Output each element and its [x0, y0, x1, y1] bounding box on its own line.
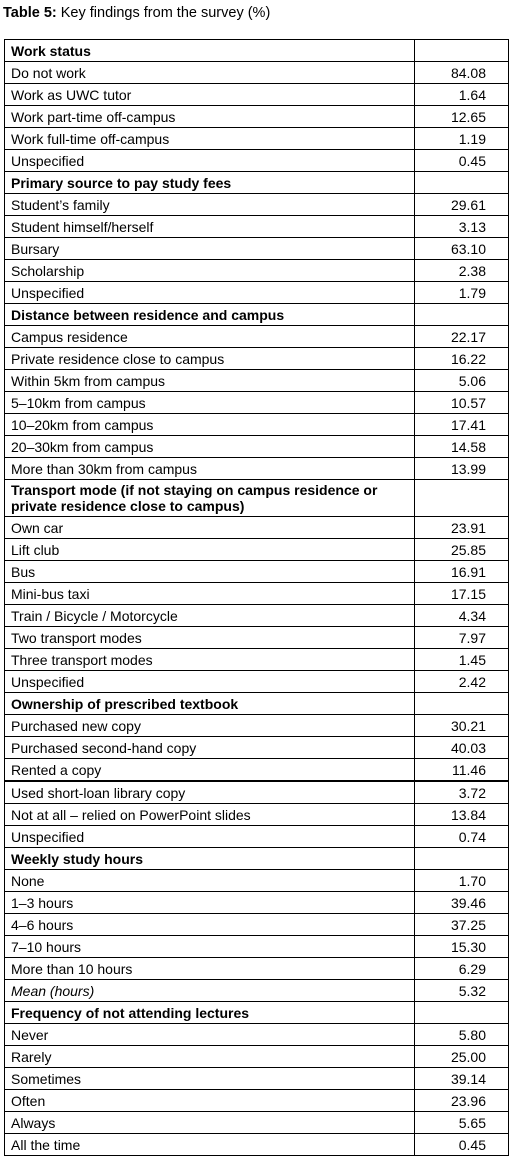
table-row — [5, 260, 509, 282]
row-label: Purchased new copy — [5, 715, 415, 737]
row-label: 1–3 hours — [5, 892, 415, 914]
row-label: Lift club — [5, 539, 415, 561]
section-header-row — [5, 304, 509, 326]
section-title: Primary source to pay study fees — [5, 172, 415, 194]
table-row — [5, 561, 509, 583]
row-label: Scholarship — [5, 260, 415, 282]
table-row — [5, 84, 509, 106]
table-row — [5, 1134, 509, 1156]
table-row — [5, 539, 509, 561]
row-value: 0.74 — [415, 826, 509, 848]
row-value: 16.91 — [415, 561, 509, 583]
table-row — [5, 1090, 509, 1112]
row-label: Sometimes — [5, 1068, 415, 1090]
table-row — [5, 150, 509, 172]
row-value: 15.30 — [415, 936, 509, 958]
table-row — [5, 892, 509, 914]
section-value-empty — [415, 693, 509, 715]
row-value: 17.15 — [415, 583, 509, 605]
row-value: 0.45 — [415, 1134, 509, 1156]
row-label: More than 30km from campus — [5, 458, 415, 480]
table-row — [5, 958, 509, 980]
row-label: Never — [5, 1024, 415, 1046]
section-title: Work status — [5, 40, 415, 62]
row-label: Two transport modes — [5, 627, 415, 649]
row-value: 4.34 — [415, 605, 509, 627]
row-label: None — [5, 870, 415, 892]
row-value: 22.17 — [415, 326, 509, 348]
row-label: Used short-loan library copy — [5, 781, 415, 804]
row-value: 5.65 — [415, 1112, 509, 1134]
section-header-row — [5, 693, 509, 715]
row-label: Private residence close to campus — [5, 348, 415, 370]
row-value: 17.41 — [415, 414, 509, 436]
table-row — [5, 759, 509, 782]
row-value: 39.14 — [415, 1068, 509, 1090]
row-value: 12.65 — [415, 106, 509, 128]
row-value: 23.96 — [415, 1090, 509, 1112]
row-value: 5.32 — [415, 980, 509, 1002]
row-value: 3.72 — [415, 781, 509, 804]
table-row — [5, 128, 509, 150]
row-value: 37.25 — [415, 914, 509, 936]
row-value: 39.46 — [415, 892, 509, 914]
table-row — [5, 348, 509, 370]
row-label: Student himself/herself — [5, 216, 415, 238]
row-label: Do not work — [5, 62, 415, 84]
row-value: 2.38 — [415, 260, 509, 282]
section-header-row — [5, 40, 509, 62]
section-value-empty — [415, 304, 509, 326]
row-label: 7–10 hours — [5, 936, 415, 958]
table-row — [5, 1068, 509, 1090]
row-value: 2.42 — [415, 671, 509, 693]
section-value-empty — [415, 1002, 509, 1024]
table-row — [5, 1024, 509, 1046]
row-value: 1.70 — [415, 870, 509, 892]
row-value: 63.10 — [415, 238, 509, 260]
table-row — [5, 980, 509, 1002]
row-label: Rented a copy — [5, 759, 415, 782]
row-value: 7.97 — [415, 627, 509, 649]
row-value: 14.58 — [415, 436, 509, 458]
row-value: 84.08 — [415, 62, 509, 84]
row-value: 1.45 — [415, 649, 509, 671]
row-value: 10.57 — [415, 392, 509, 414]
row-value: 5.06 — [415, 370, 509, 392]
table-row — [5, 106, 509, 128]
row-label: Always — [5, 1112, 415, 1134]
table-caption-text: Key findings from the survey (%) — [60, 5, 271, 21]
table-row — [5, 392, 509, 414]
table-row — [5, 1046, 509, 1068]
row-label: 10–20km from campus — [5, 414, 415, 436]
row-label: Work as UWC tutor — [5, 84, 415, 106]
row-value: 40.03 — [415, 737, 509, 759]
table-row — [5, 436, 509, 458]
row-label: 4–6 hours — [5, 914, 415, 936]
row-label: All the time — [5, 1134, 415, 1156]
row-label: Three transport modes — [5, 649, 415, 671]
table-row — [5, 826, 509, 848]
row-label: More than 10 hours — [5, 958, 415, 980]
section-header-row — [5, 848, 509, 870]
table-row — [5, 605, 509, 627]
section-title: Ownership of prescribed textbook — [5, 693, 415, 715]
row-label: 5–10km from campus — [5, 392, 415, 414]
table-row — [5, 194, 509, 216]
table-row — [5, 370, 509, 392]
table-row — [5, 914, 509, 936]
row-label: Train / Bicycle / Motorcycle — [5, 605, 415, 627]
row-value: 1.19 — [415, 128, 509, 150]
section-title: Weekly study hours — [5, 848, 415, 870]
row-label: 20–30km from campus — [5, 436, 415, 458]
table-row — [5, 238, 509, 260]
table-caption-label: Table 5: — [3, 5, 57, 21]
row-label: Within 5km from campus — [5, 370, 415, 392]
table-row — [5, 936, 509, 958]
row-label: Unspecified — [5, 826, 415, 848]
row-label: Rarely — [5, 1046, 415, 1068]
row-label: Bursary — [5, 238, 415, 260]
section-title: Frequency of not attending lectures — [5, 1002, 415, 1024]
row-label: Often — [5, 1090, 415, 1112]
row-value: 1.64 — [415, 84, 509, 106]
table-row — [5, 671, 509, 693]
table-row — [5, 627, 509, 649]
table-row — [5, 870, 509, 892]
section-header-row — [5, 1002, 509, 1024]
table-row — [5, 649, 509, 671]
table-row — [5, 216, 509, 238]
row-value: 6.29 — [415, 958, 509, 980]
row-label: Own car — [5, 517, 415, 539]
row-label: Mean (hours) — [5, 980, 415, 1002]
table-row — [5, 326, 509, 348]
row-label: Campus residence — [5, 326, 415, 348]
row-value: 13.99 — [415, 458, 509, 480]
table-row — [5, 781, 509, 804]
row-value: 3.13 — [415, 216, 509, 238]
row-label: Work part-time off-campus — [5, 106, 415, 128]
table-row — [5, 715, 509, 737]
section-title: Distance between residence and campus — [5, 304, 415, 326]
row-label: Bus — [5, 561, 415, 583]
row-value: 16.22 — [415, 348, 509, 370]
row-value: 29.61 — [415, 194, 509, 216]
section-header-row — [5, 480, 509, 517]
table-row — [5, 62, 509, 84]
table-row — [5, 804, 509, 826]
findings-table — [4, 39, 509, 1156]
table-row — [5, 458, 509, 480]
row-value: 23.91 — [415, 517, 509, 539]
row-label: Purchased second-hand copy — [5, 737, 415, 759]
row-label: Unspecified — [5, 671, 415, 693]
row-value: 1.79 — [415, 282, 509, 304]
table-row — [5, 737, 509, 759]
table-row — [5, 282, 509, 304]
row-value: 25.00 — [415, 1046, 509, 1068]
row-value: 11.46 — [415, 759, 509, 782]
section-title: Transport mode (if not staying on campus residence or private residence close to campus) — [5, 480, 415, 517]
table-caption — [3, 4, 270, 22]
row-value: 30.21 — [415, 715, 509, 737]
row-value: 25.85 — [415, 539, 509, 561]
row-label: Student’s family — [5, 194, 415, 216]
row-label: Unspecified — [5, 150, 415, 172]
findings-table-body — [5, 40, 509, 1156]
row-label: Unspecified — [5, 282, 415, 304]
section-header-row — [5, 172, 509, 194]
row-label: Mini-bus taxi — [5, 583, 415, 605]
row-label: Not at all – relied on PowerPoint slides — [5, 804, 415, 826]
row-value: 13.84 — [415, 804, 509, 826]
row-value: 5.80 — [415, 1024, 509, 1046]
row-label: Work full-time off-campus — [5, 128, 415, 150]
section-value-empty — [415, 172, 509, 194]
table-row — [5, 583, 509, 605]
table-row — [5, 1112, 509, 1134]
section-value-empty — [415, 40, 509, 62]
section-value-empty — [415, 848, 509, 870]
section-value-empty — [415, 480, 509, 517]
table-row — [5, 414, 509, 436]
row-value: 0.45 — [415, 150, 509, 172]
table-row — [5, 517, 509, 539]
